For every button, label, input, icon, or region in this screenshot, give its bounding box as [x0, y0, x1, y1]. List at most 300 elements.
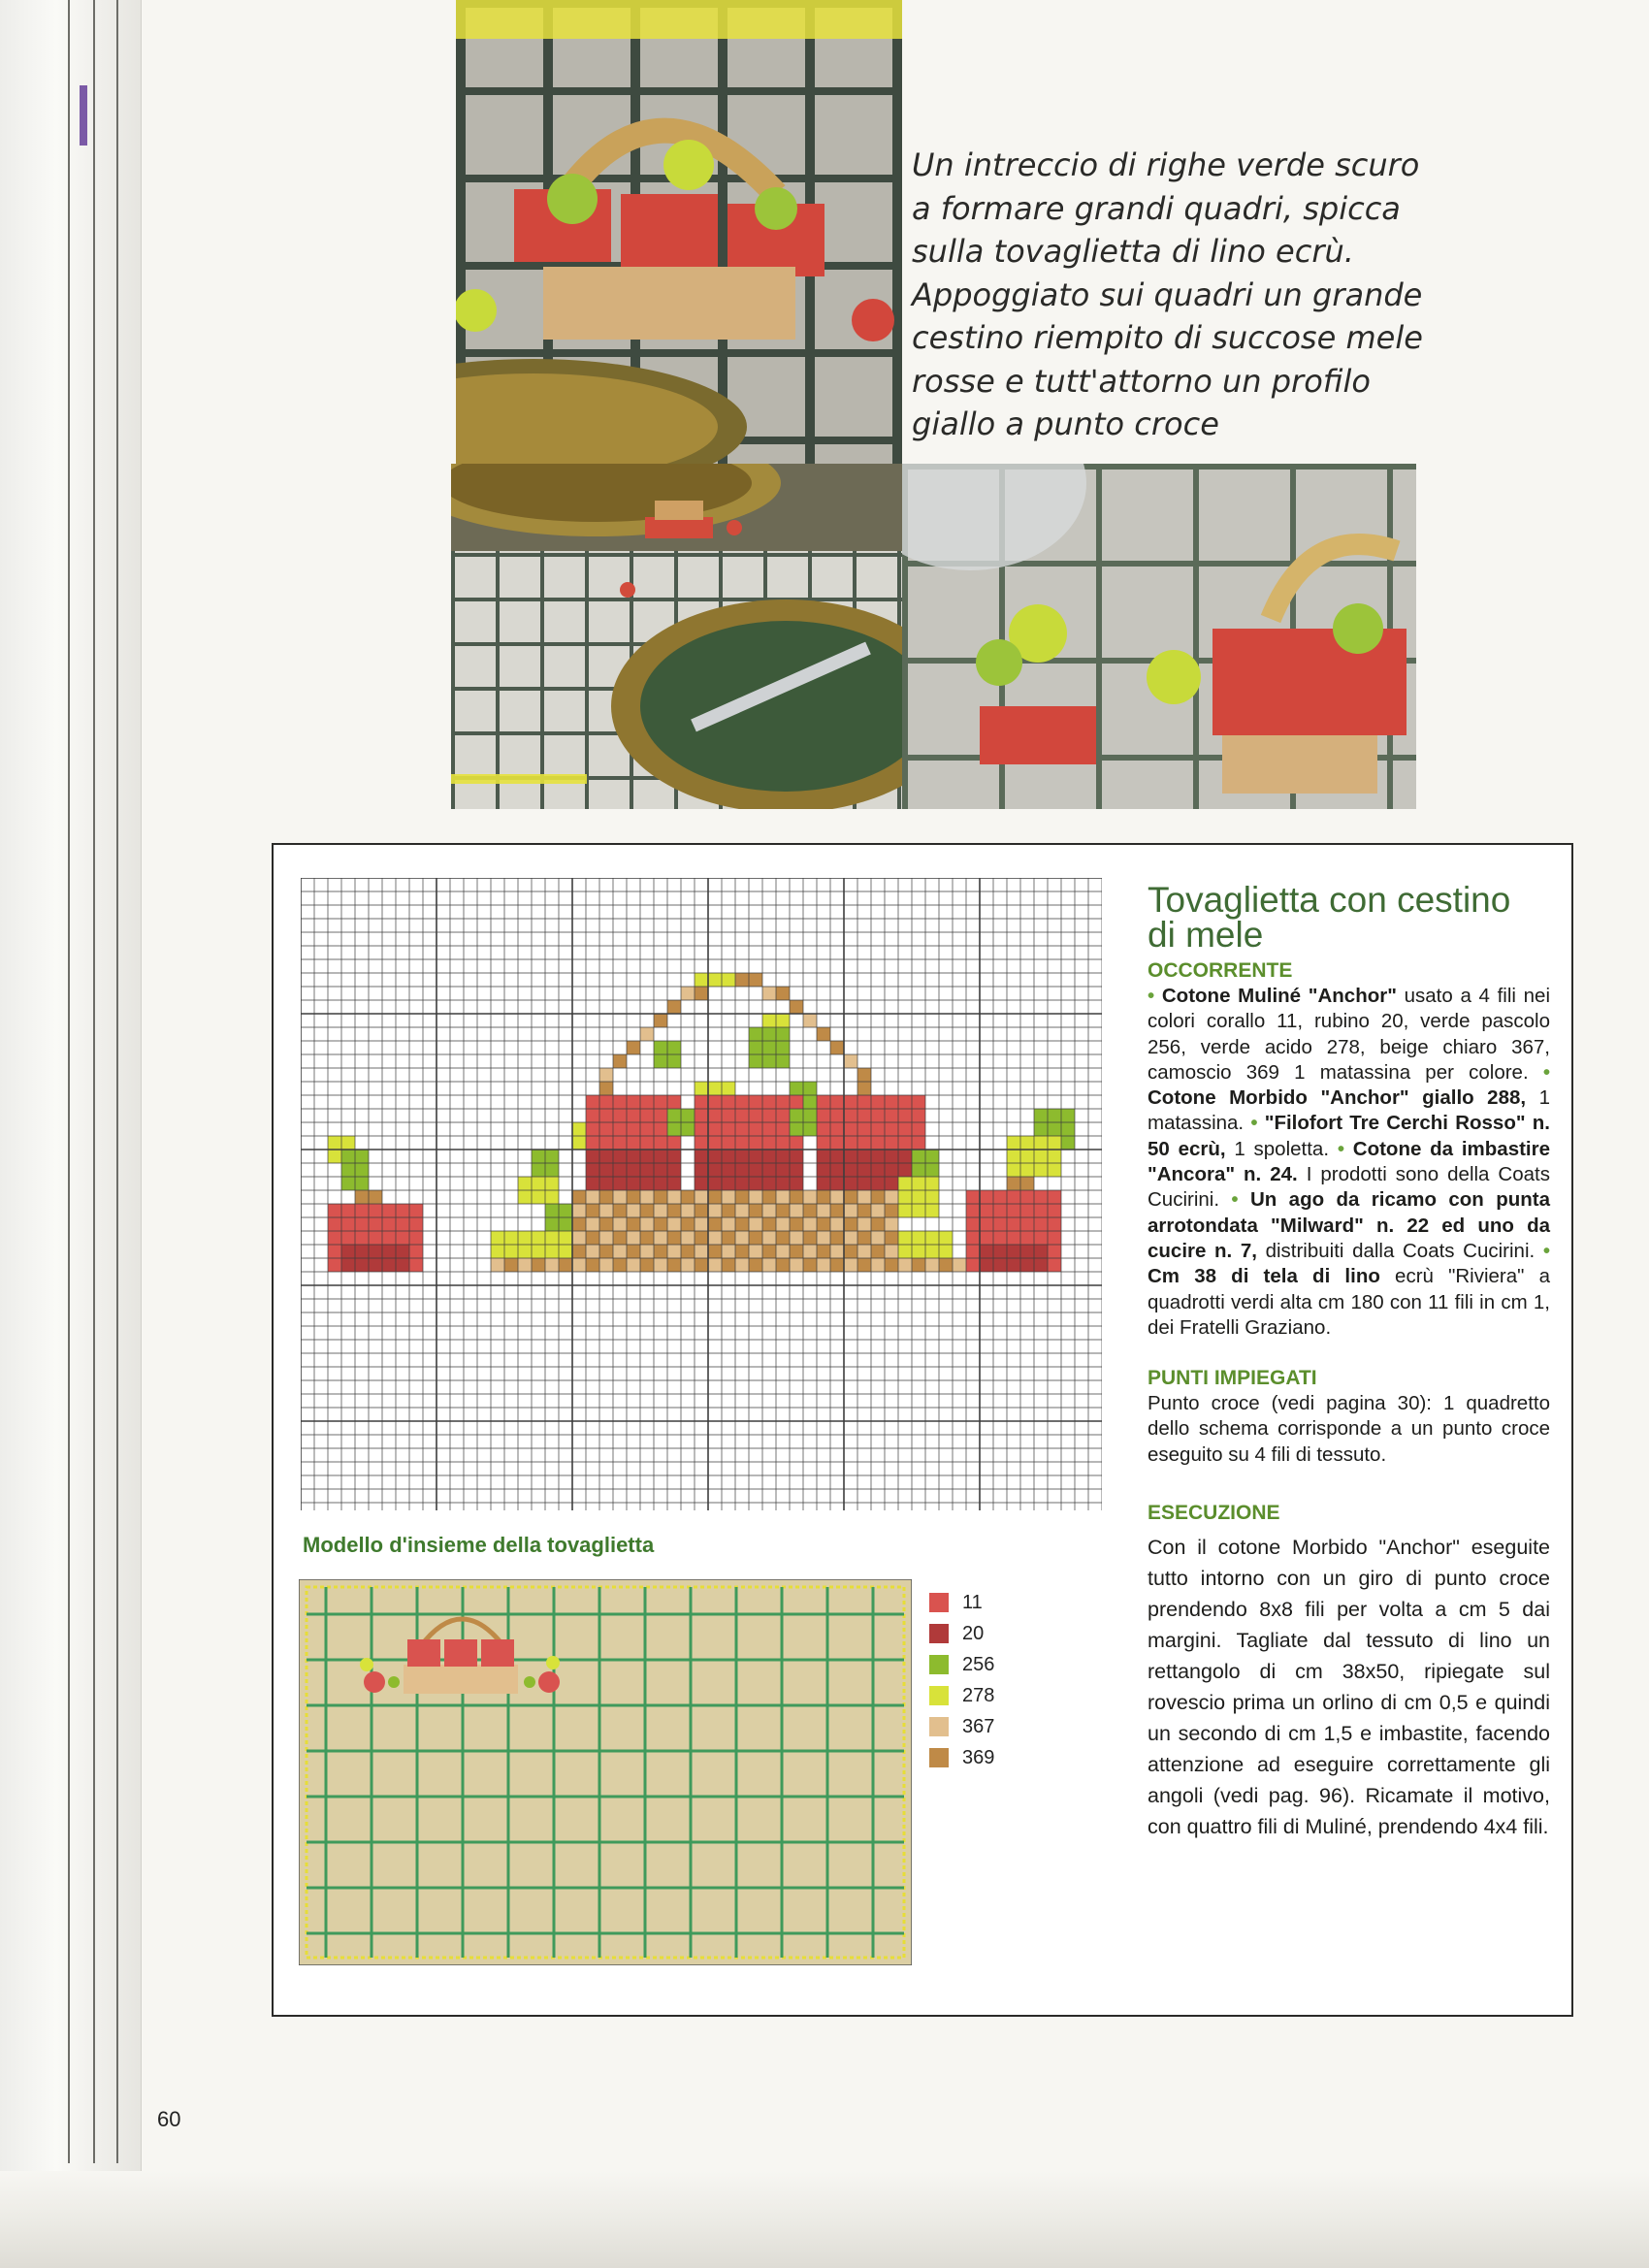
stitch-cell	[627, 1136, 640, 1150]
esecuzione-text: Con il cotone Morbido "Anchor" eseguite tutto intorno con un giro di punto croce prendendo 8x8 fili per volta a cm 5 dai margini. Tagliate dal tessuto di lino un rettangolo di cm 38x50, ripiegate sul rovescio prima un orlino di cm 0,5 e quindi un secondo di cm 1,5 e imbastite, facendo attenzione ad eseguire correttamente gli angoli (vedi pag. 96). Ricamate il motivo, con quattro fili di Muliné, prendendo 4x4 fili.	[1148, 1536, 1550, 1839]
material-name: Cm 38 di tela di lino	[1148, 1265, 1380, 1288]
stitch-cell	[640, 1136, 654, 1150]
stitch-cell	[925, 1231, 939, 1245]
stitch-cell	[613, 1204, 627, 1217]
stitch-cell	[830, 1122, 844, 1136]
stitch-cell	[830, 1190, 844, 1204]
basket-apple	[481, 1639, 514, 1667]
stitch-cell	[912, 1163, 925, 1177]
stitch-cell	[627, 1150, 640, 1163]
stitch-cell	[586, 1177, 599, 1190]
stitch-cell	[586, 1109, 599, 1122]
stitch-cell	[681, 1258, 695, 1272]
binding-edge	[68, 0, 70, 2163]
stitch-cell	[667, 1054, 681, 1068]
stitch-cell	[790, 1082, 803, 1095]
stitch-cell	[695, 1122, 708, 1136]
stitch-cell	[817, 1122, 830, 1136]
instructions-column	[1148, 880, 1551, 1842]
stitch-cell	[722, 1082, 735, 1095]
stitch-cell	[871, 1217, 885, 1231]
stitch-cell	[654, 1150, 667, 1163]
stitch-cell	[966, 1231, 980, 1245]
stitch-cell	[735, 1245, 749, 1258]
stitch-cell	[803, 1109, 817, 1122]
stitch-cell	[1034, 1136, 1048, 1150]
stitch-cell	[735, 973, 749, 987]
stitch-cell	[1048, 1163, 1061, 1177]
stitch-cell	[341, 1163, 355, 1177]
stitch-cell	[341, 1217, 355, 1231]
stitch-cell	[518, 1258, 532, 1272]
material-detail: distribuiti dalla Coats Cucirini.	[1256, 1239, 1543, 1262]
stitch-cell	[559, 1231, 572, 1245]
material-detail: I prodotti sono della Coats Cucirini.	[1148, 1163, 1550, 1212]
material-detail: 1 spoletta.	[1225, 1137, 1338, 1160]
stitch-cell	[735, 1190, 749, 1204]
stitch-cell	[545, 1150, 559, 1163]
stitch-cell	[599, 1231, 613, 1245]
stitch-cell	[830, 1109, 844, 1122]
stitch-cell	[857, 1150, 871, 1163]
legend-swatch	[929, 1624, 949, 1643]
stitch-cell	[776, 1054, 790, 1068]
stitch-cell	[993, 1231, 1007, 1245]
stitch-cell	[1048, 1258, 1061, 1272]
legend-swatch	[929, 1655, 949, 1674]
material-name: Un ago da ricamo con punta arrotondata "Milward" n. 22 ed uno da cucire n. 7,	[1148, 1188, 1550, 1262]
stitch-cell	[1061, 1109, 1075, 1122]
stitch-cell	[654, 1245, 667, 1258]
stitch-cell	[355, 1204, 369, 1217]
stitch-cell	[912, 1204, 925, 1217]
stitch-cell	[803, 1190, 817, 1204]
stitch-cell	[844, 1231, 857, 1245]
legend-code: 369	[962, 1746, 995, 1768]
stitch-cell	[871, 1231, 885, 1245]
stitch-cell	[1007, 1204, 1020, 1217]
stitch-cell	[762, 1231, 776, 1245]
stitch-cell	[627, 1041, 640, 1054]
stitch-cell	[708, 1258, 722, 1272]
stitch-cell	[1034, 1150, 1048, 1163]
stitch-cell	[627, 1163, 640, 1177]
stitch-cell	[328, 1217, 341, 1231]
stitch-cell	[382, 1231, 396, 1245]
stitch-cell	[803, 1204, 817, 1217]
stitch-cell	[898, 1245, 912, 1258]
stitch-cell	[640, 1163, 654, 1177]
stitch-cell	[681, 1122, 695, 1136]
stitch-cell	[898, 1095, 912, 1109]
stitch-cell	[1007, 1231, 1020, 1245]
stitch-cell	[885, 1190, 898, 1204]
stitch-cell	[790, 1109, 803, 1122]
material-name: Cotone Morbido "Anchor" giallo 288,	[1148, 1086, 1527, 1110]
stitch-cell	[980, 1245, 993, 1258]
stitch-cell	[708, 1177, 722, 1190]
stitch-cell	[1007, 1136, 1020, 1150]
placemat-model-diagram	[299, 1579, 912, 1965]
page-number: 60	[157, 2107, 181, 2131]
stitch-cell	[695, 1136, 708, 1150]
stitch-cell	[885, 1258, 898, 1272]
stitch-cell	[749, 1217, 762, 1231]
stitch-cell	[613, 1095, 627, 1109]
side-apple	[538, 1671, 560, 1693]
stitch-cell	[830, 1217, 844, 1231]
stitch-cell	[654, 1190, 667, 1204]
stitch-cell	[409, 1231, 423, 1245]
stitch-cell	[355, 1231, 369, 1245]
leaf	[524, 1676, 535, 1688]
stitch-cell	[369, 1217, 382, 1231]
stitch-cell	[599, 1163, 613, 1177]
stitch-cell	[817, 1136, 830, 1150]
stitch-cell	[817, 1217, 830, 1231]
stitch-cell	[735, 1258, 749, 1272]
stitch-cell	[572, 1136, 586, 1150]
stitch-cell	[409, 1258, 423, 1272]
stitch-cell	[776, 1204, 790, 1217]
legend-swatch	[929, 1717, 949, 1736]
stitch-cell	[613, 1177, 627, 1190]
model-caption: Modello d'insieme della tovaglietta	[303, 1533, 655, 1557]
stitch-cell	[722, 1122, 735, 1136]
stitch-cell	[1034, 1163, 1048, 1177]
stitch-cell	[409, 1217, 423, 1231]
stitch-cell	[749, 1190, 762, 1204]
stitch-cell	[599, 1095, 613, 1109]
stitch-cell	[586, 1150, 599, 1163]
stitch-cell	[627, 1095, 640, 1109]
stitch-cell	[790, 1190, 803, 1204]
stitch-cell	[559, 1258, 572, 1272]
title-line: di mele	[1148, 915, 1264, 955]
stitch-cell	[925, 1258, 939, 1272]
stitch-cell	[857, 1136, 871, 1150]
stitch-cell	[640, 1109, 654, 1122]
stitch-cell	[667, 1136, 681, 1150]
stitch-cell	[722, 1190, 735, 1204]
stitch-cell	[817, 1095, 830, 1109]
photo-placemat-plate	[451, 464, 902, 809]
stitch-cell	[844, 1150, 857, 1163]
stitch-cell	[341, 1204, 355, 1217]
legend-swatch	[929, 1748, 949, 1767]
stitch-cell	[328, 1245, 341, 1258]
stitch-cell	[980, 1217, 993, 1231]
stitch-cell	[708, 1217, 722, 1231]
legend-code: 278	[962, 1684, 995, 1706]
stitch-cell	[654, 1163, 667, 1177]
legend-code: 20	[962, 1622, 985, 1644]
stitch-cell	[735, 1217, 749, 1231]
stitch-cell	[599, 1177, 613, 1190]
binding-edge	[93, 0, 95, 2163]
stitch-cell	[667, 1258, 681, 1272]
stitch-cell	[667, 1177, 681, 1190]
stitch-cell	[667, 1245, 681, 1258]
stitch-cell	[1020, 1245, 1034, 1258]
stitch-cell	[749, 1027, 762, 1041]
stitch-cell	[355, 1163, 369, 1177]
stitch-cell	[667, 1217, 681, 1231]
stitch-cell	[790, 1217, 803, 1231]
stitch-cell	[749, 1177, 762, 1190]
stitch-cell	[1061, 1136, 1075, 1150]
stitch-cell	[328, 1150, 341, 1163]
stitch-cell	[586, 1122, 599, 1136]
stitch-cell	[790, 1150, 803, 1163]
stitch-cell	[898, 1231, 912, 1245]
stitch-cell	[762, 1258, 776, 1272]
stitch-cell	[613, 1122, 627, 1136]
stitch-cell	[341, 1177, 355, 1190]
stitch-cell	[776, 1095, 790, 1109]
stitch-cell	[776, 1190, 790, 1204]
stitch-cell	[790, 1163, 803, 1177]
stitch-cell	[722, 1136, 735, 1150]
stitch-cell	[857, 1258, 871, 1272]
stitch-cell	[817, 1245, 830, 1258]
stitch-cell	[912, 1245, 925, 1258]
stitch-cell	[532, 1245, 545, 1258]
stitch-cell	[762, 1245, 776, 1258]
bullet-icon: •	[1231, 1188, 1239, 1212]
stitch-cell	[708, 973, 722, 987]
stitch-cell	[1007, 1163, 1020, 1177]
stitch-cell	[1048, 1245, 1061, 1258]
bullet-icon: •	[1542, 1060, 1550, 1084]
material-name: Cotone da imbastire "Ancora" n. 24.	[1148, 1137, 1551, 1186]
material-detail: ecrù "Riviera" a quadrotti verdi alta cm 180 con 11 fili in cm 1, dei Fratelli Graziano.	[1148, 1265, 1551, 1339]
punti-heading: PUNTI IMPIEGATI	[1148, 1367, 1317, 1390]
stitch-cell	[518, 1190, 532, 1204]
stitch-cell	[409, 1245, 423, 1258]
stitch-cell	[830, 1245, 844, 1258]
stitch-cell	[355, 1245, 369, 1258]
stitch-cell	[627, 1122, 640, 1136]
stitch-cell	[749, 1150, 762, 1163]
stitch-cell	[599, 1258, 613, 1272]
stitch-cell	[708, 1204, 722, 1217]
stitch-cell	[654, 1122, 667, 1136]
stitch-cell	[1020, 1150, 1034, 1163]
stitch-cell	[572, 1217, 586, 1231]
stitch-cell	[613, 1136, 627, 1150]
stitch-cell	[695, 1150, 708, 1163]
legend-code: 256	[962, 1653, 995, 1675]
stitch-cell	[762, 1041, 776, 1054]
intro-line: Appoggiato sui quadri un grande	[912, 275, 1423, 313]
stitch-cell	[776, 1258, 790, 1272]
stitch-cell	[857, 1122, 871, 1136]
stitch-cell	[667, 1095, 681, 1109]
stitch-cell	[939, 1231, 953, 1245]
stitch-cell	[1020, 1136, 1034, 1150]
stitch-cell	[1020, 1258, 1034, 1272]
stitch-cell	[1034, 1217, 1048, 1231]
stitch-cell	[328, 1258, 341, 1272]
stitch-cell	[844, 1054, 857, 1068]
stitch-cell	[844, 1245, 857, 1258]
stitch-cell	[572, 1245, 586, 1258]
stitch-cell	[504, 1231, 518, 1245]
stitch-cell	[722, 1217, 735, 1231]
stitch-cell	[817, 1258, 830, 1272]
stitch-cell	[857, 1204, 871, 1217]
stitch-cell	[586, 1258, 599, 1272]
stitch-cell	[1034, 1122, 1048, 1136]
stitch-cell	[681, 1231, 695, 1245]
stitch-cell	[993, 1204, 1007, 1217]
stitch-cell	[667, 1041, 681, 1054]
stitch-cell	[409, 1204, 423, 1217]
stitch-cell	[790, 1204, 803, 1217]
stitch-cell	[830, 1231, 844, 1245]
stitch-cell	[599, 1245, 613, 1258]
title-line: Tovaglietta con cestino	[1148, 880, 1511, 920]
stitch-cell	[749, 973, 762, 987]
stitch-cell	[1007, 1217, 1020, 1231]
stitch-cell	[762, 1190, 776, 1204]
stitch-cell	[925, 1245, 939, 1258]
stitch-cell	[640, 1217, 654, 1231]
stitch-cell	[369, 1231, 382, 1245]
stitch-cell	[681, 987, 695, 1000]
stitch-cell	[749, 1095, 762, 1109]
stitch-cell	[559, 1245, 572, 1258]
stitch-cell	[953, 1258, 966, 1272]
stitch-cell	[857, 1177, 871, 1190]
stitch-cell	[857, 1231, 871, 1245]
stitch-cell	[762, 1122, 776, 1136]
stitch-cell	[817, 1177, 830, 1190]
stitch-cell	[1034, 1190, 1048, 1204]
stitch-cell	[993, 1217, 1007, 1231]
stitch-cell	[654, 1095, 667, 1109]
stitch-cell	[1048, 1136, 1061, 1150]
legend-item	[929, 1618, 994, 1649]
stitch-cell	[586, 1190, 599, 1204]
stitch-cell	[504, 1245, 518, 1258]
stitch-cell	[640, 1095, 654, 1109]
stitch-cell	[654, 1109, 667, 1122]
stitch-cell	[735, 1095, 749, 1109]
stitch-cell	[844, 1177, 857, 1190]
stitch-cell	[396, 1204, 409, 1217]
stitch-cell	[1048, 1109, 1061, 1122]
stitch-cell	[830, 1095, 844, 1109]
stitch-cell	[532, 1163, 545, 1177]
stitch-cell	[491, 1245, 504, 1258]
stitch-cell	[966, 1217, 980, 1231]
stitch-cell	[885, 1204, 898, 1217]
stitch-cell	[803, 1095, 817, 1109]
stitch-cell	[518, 1177, 532, 1190]
material-name: "Filofort Tre Cerchi Rosso" n. 50 ecrù,	[1148, 1112, 1550, 1160]
stitch-cell	[667, 1163, 681, 1177]
stitch-cell	[572, 1122, 586, 1136]
stitch-cell	[1048, 1122, 1061, 1136]
stitch-cell	[640, 1204, 654, 1217]
material-detail: usato a 4 fili nei colori corallo 11, rubino 20, verde pascolo 256, verde acido 278, beige chiaro 367, camoscio 369 1 matassina per colore.	[1148, 985, 1550, 1084]
stitch-cell	[830, 1150, 844, 1163]
stitch-cell	[1034, 1109, 1048, 1122]
stitch-cell	[762, 1027, 776, 1041]
stitch-cell	[382, 1217, 396, 1231]
stitch-cell	[532, 1150, 545, 1163]
stitch-cell	[966, 1258, 980, 1272]
stitch-cell	[817, 1109, 830, 1122]
stitch-cell	[369, 1245, 382, 1258]
stitch-cell	[1020, 1163, 1034, 1177]
stitch-cell	[871, 1163, 885, 1177]
legend-swatch	[929, 1686, 949, 1705]
stitch-cell	[559, 1217, 572, 1231]
stitch-cell	[749, 1163, 762, 1177]
stitch-cell	[817, 1027, 830, 1041]
stitch-cell	[654, 1041, 667, 1054]
stitch-cell	[341, 1150, 355, 1163]
stitch-cell	[640, 1245, 654, 1258]
stitch-cell	[871, 1245, 885, 1258]
stitch-cell	[369, 1204, 382, 1217]
material-detail: 1 matassina.	[1148, 1086, 1550, 1135]
stitch-cell	[844, 1190, 857, 1204]
stitch-cell	[654, 1014, 667, 1027]
stitch-cell	[586, 1204, 599, 1217]
stitch-cell	[898, 1258, 912, 1272]
stitch-cell	[382, 1204, 396, 1217]
stitch-cell	[871, 1258, 885, 1272]
stitch-cell	[790, 1258, 803, 1272]
stitch-cell	[735, 1163, 749, 1177]
stitch-cell	[966, 1204, 980, 1217]
stitch-cell	[857, 1245, 871, 1258]
stitch-cell	[790, 1231, 803, 1245]
stitch-cell	[545, 1231, 559, 1245]
stitch-cell	[885, 1217, 898, 1231]
stitch-cell	[857, 1190, 871, 1204]
stitch-cell	[830, 1136, 844, 1150]
stitch-cell	[857, 1217, 871, 1231]
stitch-cell	[925, 1150, 939, 1163]
stitch-cell	[545, 1217, 559, 1231]
stitch-cell	[708, 1095, 722, 1109]
stitch-cell	[762, 1163, 776, 1177]
stitch-cell	[722, 1109, 735, 1122]
stitch-cell	[355, 1190, 369, 1204]
stitch-cell	[817, 1150, 830, 1163]
bullet-icon: •	[1148, 985, 1155, 1007]
stitch-cell	[695, 1095, 708, 1109]
stitch-cell	[885, 1163, 898, 1177]
stitch-cell	[328, 1231, 341, 1245]
stitch-cell	[790, 1136, 803, 1150]
intro-line: giallo a punto croce	[912, 405, 1219, 442]
stitch-cell	[396, 1231, 409, 1245]
stitch-cell	[735, 1204, 749, 1217]
stitch-cell	[790, 1122, 803, 1136]
stitch-cell	[912, 1177, 925, 1190]
stitch-cell	[572, 1258, 586, 1272]
material-name: Cotone Muliné "Anchor"	[1161, 985, 1397, 1007]
stitch-cell	[667, 1190, 681, 1204]
stitch-cell	[790, 1245, 803, 1258]
occorrente-heading: OCCORRENTE	[1148, 959, 1293, 982]
